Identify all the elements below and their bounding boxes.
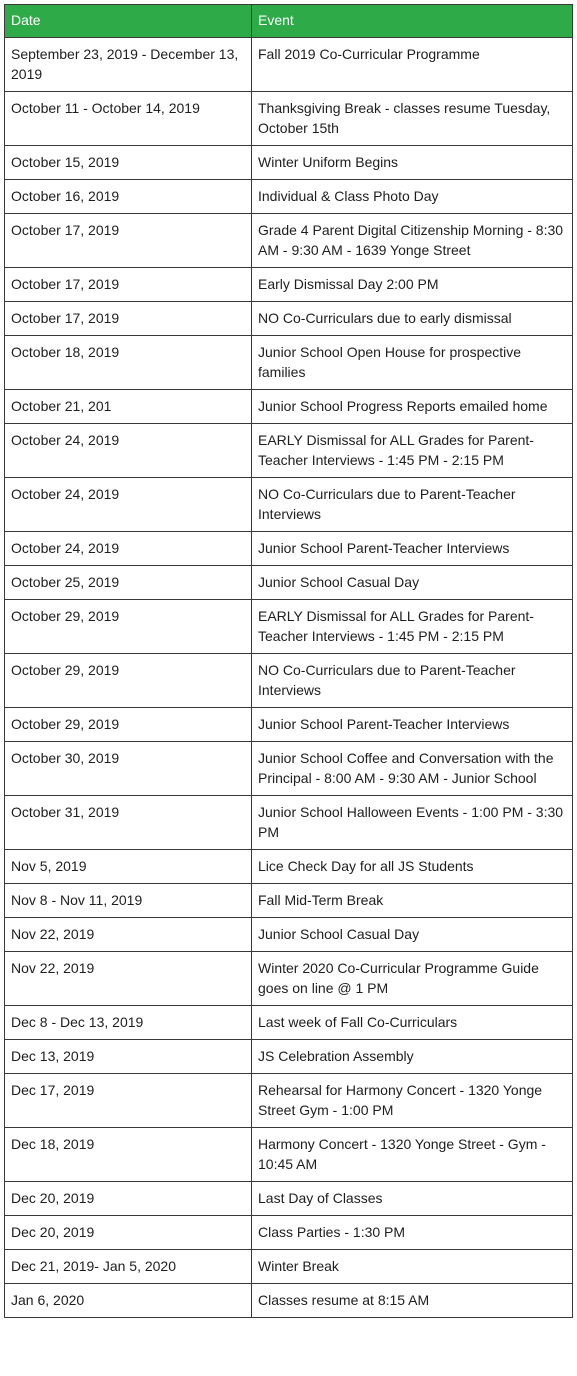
table-row: [5, 38, 573, 92]
date-cell: October 17, 2019: [5, 214, 252, 268]
table-row: [5, 1040, 573, 1074]
date-cell: Nov 5, 2019: [5, 850, 252, 884]
date-cell: October 16, 2019: [5, 180, 252, 214]
date-cell: Dec 18, 2019: [5, 1128, 252, 1182]
table-row: [5, 302, 573, 336]
table-row: [5, 742, 573, 796]
table-row: [5, 146, 573, 180]
event-cell: Junior School Casual Day: [252, 566, 573, 600]
date-cell: October 17, 2019: [5, 302, 252, 336]
date-cell: October 31, 2019: [5, 796, 252, 850]
event-cell: Classes resume at 8:15 AM: [252, 1284, 573, 1318]
table-row: [5, 1006, 573, 1040]
date-cell: October 25, 2019: [5, 566, 252, 600]
date-column-header: Date: [5, 5, 252, 38]
event-cell: EARLY Dismissal for ALL Grades for Parent-Teacher Interviews - 1:45 PM - 2:15 PM: [252, 600, 573, 654]
event-cell: Rehearsal for Harmony Concert - 1320 Yonge Street Gym - 1:00 PM: [252, 1074, 573, 1128]
date-cell: Dec 17, 2019: [5, 1074, 252, 1128]
table-row: [5, 1284, 573, 1318]
date-cell: October 21, 201: [5, 390, 252, 424]
date-cell: Dec 20, 2019: [5, 1216, 252, 1250]
table-row: [5, 1182, 573, 1216]
event-cell: NO Co-Curriculars due to Parent-Teacher Interviews: [252, 478, 573, 532]
date-cell: Nov 22, 2019: [5, 918, 252, 952]
table-row: [5, 1250, 573, 1284]
event-cell: Fall Mid-Term Break: [252, 884, 573, 918]
table-row: [5, 796, 573, 850]
table-row: [5, 708, 573, 742]
table-body: [5, 38, 573, 1318]
event-cell: Thanksgiving Break - classes resume Tuesday, October 15th: [252, 92, 573, 146]
event-cell: Winter Break: [252, 1250, 573, 1284]
event-cell: Harmony Concert - 1320 Yonge Street - Gym - 10:45 AM: [252, 1128, 573, 1182]
date-cell: October 29, 2019: [5, 600, 252, 654]
table-header-row: [5, 5, 573, 38]
date-cell: October 29, 2019: [5, 654, 252, 708]
table-row: [5, 336, 573, 390]
table-row: [5, 214, 573, 268]
event-cell: Junior School Parent-Teacher Interviews: [252, 532, 573, 566]
event-cell: EARLY Dismissal for ALL Grades for Parent-Teacher Interviews - 1:45 PM - 2:15 PM: [252, 424, 573, 478]
event-cell: Junior School Progress Reports emailed home: [252, 390, 573, 424]
event-cell: Last Day of Classes: [252, 1182, 573, 1216]
table-row: [5, 424, 573, 478]
event-cell: JS Celebration Assembly: [252, 1040, 573, 1074]
table-row: [5, 532, 573, 566]
event-cell: NO Co-Curriculars due to early dismissal: [252, 302, 573, 336]
table-row: [5, 600, 573, 654]
date-cell: October 30, 2019: [5, 742, 252, 796]
date-cell: October 24, 2019: [5, 532, 252, 566]
table-row: [5, 1074, 573, 1128]
date-cell: Dec 8 - Dec 13, 2019: [5, 1006, 252, 1040]
table-row: [5, 952, 573, 1006]
event-cell: Early Dismissal Day 2:00 PM: [252, 268, 573, 302]
table-row: [5, 180, 573, 214]
table-row: [5, 390, 573, 424]
table-row: [5, 918, 573, 952]
table-row: [5, 268, 573, 302]
event-cell: Junior School Parent-Teacher Interviews: [252, 708, 573, 742]
event-cell: Class Parties - 1:30 PM: [252, 1216, 573, 1250]
event-cell: Winter 2020 Co-Curricular Programme Guide goes on line @ 1 PM: [252, 952, 573, 1006]
date-cell: Nov 8 - Nov 11, 2019: [5, 884, 252, 918]
table-row: [5, 92, 573, 146]
event-cell: NO Co-Curriculars due to Parent-Teacher Interviews: [252, 654, 573, 708]
event-cell: Individual & Class Photo Day: [252, 180, 573, 214]
date-cell: October 11 - October 14, 2019: [5, 92, 252, 146]
date-cell: October 17, 2019: [5, 268, 252, 302]
event-cell: Last week of Fall Co-Curriculars: [252, 1006, 573, 1040]
table-row: [5, 654, 573, 708]
date-cell: September 23, 2019 - December 13, 2019: [5, 38, 252, 92]
date-cell: Dec 20, 2019: [5, 1182, 252, 1216]
date-cell: October 15, 2019: [5, 146, 252, 180]
event-column-header: Event: [252, 5, 573, 38]
date-cell: Dec 13, 2019: [5, 1040, 252, 1074]
table-row: [5, 1216, 573, 1250]
table-row: [5, 566, 573, 600]
date-cell: Nov 22, 2019: [5, 952, 252, 1006]
event-cell: Junior School Halloween Events - 1:00 PM - 3:30 PM: [252, 796, 573, 850]
date-cell: October 24, 2019: [5, 478, 252, 532]
event-cell: Lice Check Day for all JS Students: [252, 850, 573, 884]
date-cell: Dec 21, 2019- Jan 5, 2020: [5, 1250, 252, 1284]
date-cell: October 24, 2019: [5, 424, 252, 478]
table-row: [5, 884, 573, 918]
date-cell: October 18, 2019: [5, 336, 252, 390]
event-cell: Junior School Casual Day: [252, 918, 573, 952]
event-cell: Fall 2019 Co-Curricular Programme: [252, 38, 573, 92]
date-cell: October 29, 2019: [5, 708, 252, 742]
table-row: [5, 478, 573, 532]
table-row: [5, 1128, 573, 1182]
table-row: [5, 850, 573, 884]
date-cell: Jan 6, 2020: [5, 1284, 252, 1318]
event-cell: Junior School Open House for prospective families: [252, 336, 573, 390]
event-cell: Grade 4 Parent Digital Citizenship Morning - 8:30 AM - 9:30 AM - 1639 Yonge Street: [252, 214, 573, 268]
events-table: [4, 4, 573, 1318]
event-cell: Winter Uniform Begins: [252, 146, 573, 180]
event-cell: Junior School Coffee and Conversation with the Principal - 8:00 AM - 9:30 AM - Junior School: [252, 742, 573, 796]
